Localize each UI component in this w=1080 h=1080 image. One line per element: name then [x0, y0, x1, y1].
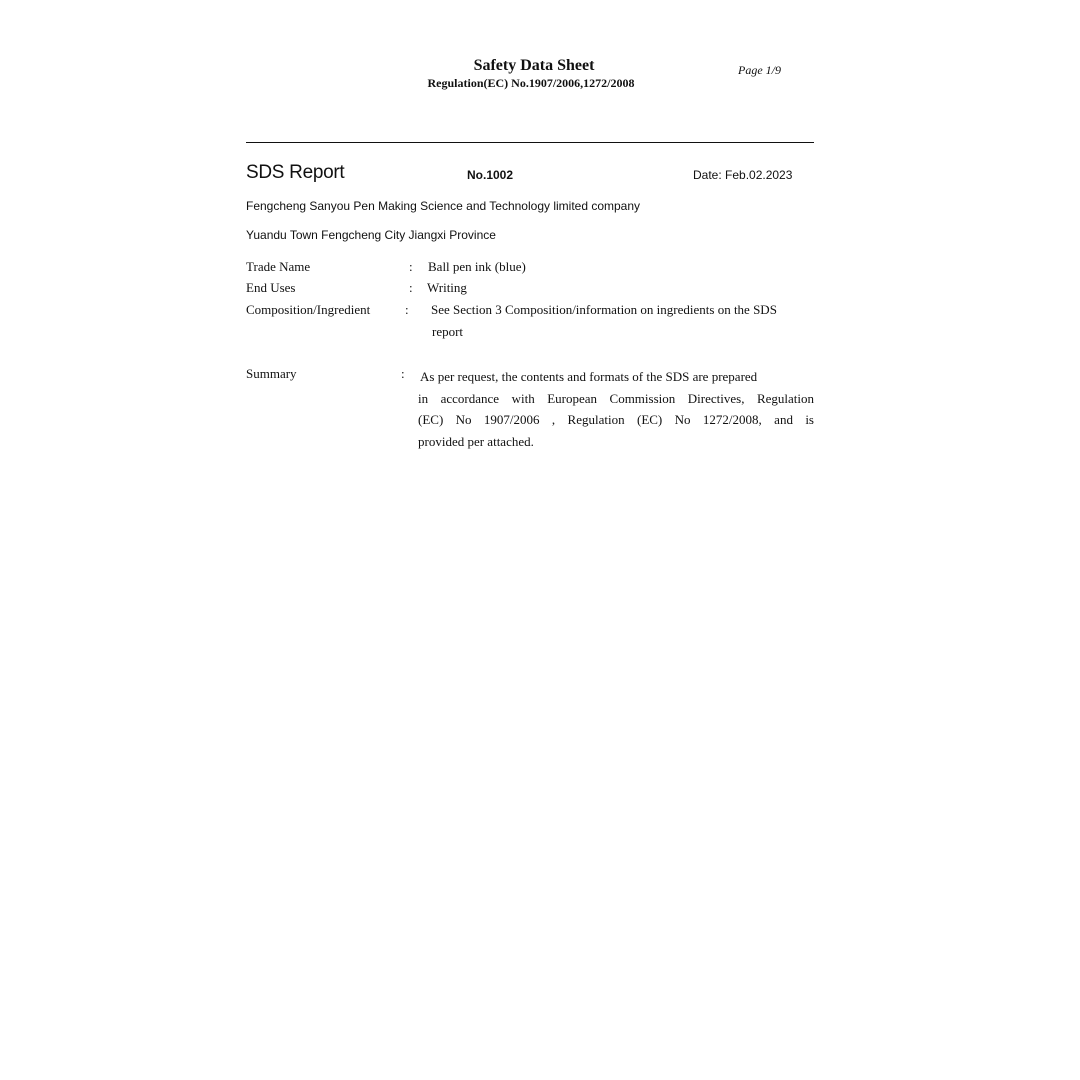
- company-name: Fengcheng Sanyou Pen Making Science and Technology limited company: [246, 199, 641, 213]
- summary-line: As per request, the contents and formats of the SDS are prepared: [420, 369, 758, 384]
- summary-colon: :: [401, 366, 405, 381]
- summary-text: [418, 366, 814, 452]
- company-address: Yuandu Town Fengcheng City Jiangxi Province: [246, 228, 496, 242]
- composition-value-line2: report: [432, 324, 464, 339]
- page-number: Page 1/9: [738, 63, 781, 77]
- summary-label: Summary: [246, 366, 297, 381]
- end-uses-colon: :: [409, 280, 413, 295]
- composition-colon: :: [405, 302, 409, 317]
- end-uses-value: Writing: [427, 280, 467, 295]
- end-uses-label: End Uses: [246, 280, 296, 295]
- document-title: Safety Data Sheet: [473, 57, 595, 74]
- composition-value-line1: See Section 3 Composition/information on ingredients on the SDS: [431, 302, 777, 317]
- report-number: No.1002: [467, 168, 514, 182]
- report-date: Date: Feb.02.2023: [693, 168, 793, 182]
- trade-name-value: Ball pen ink (blue): [428, 259, 526, 274]
- trade-name-label: Trade Name: [246, 259, 311, 274]
- document-regulation: Regulation(EC) No.1907/2006,1272/2008: [427, 76, 635, 90]
- header-divider: [246, 142, 814, 143]
- summary-line: (EC) No 1907/2006 , Regulation (EC) No 1272/2008, and is: [418, 412, 814, 427]
- composition-label: Composition/Ingredient: [246, 302, 371, 317]
- trade-name-colon: :: [409, 259, 413, 274]
- summary-line: in accordance with European Commission Directives, Regulation: [418, 390, 814, 406]
- report-title: SDS Report: [246, 162, 345, 183]
- summary-line: provided per attached.: [418, 433, 534, 449]
